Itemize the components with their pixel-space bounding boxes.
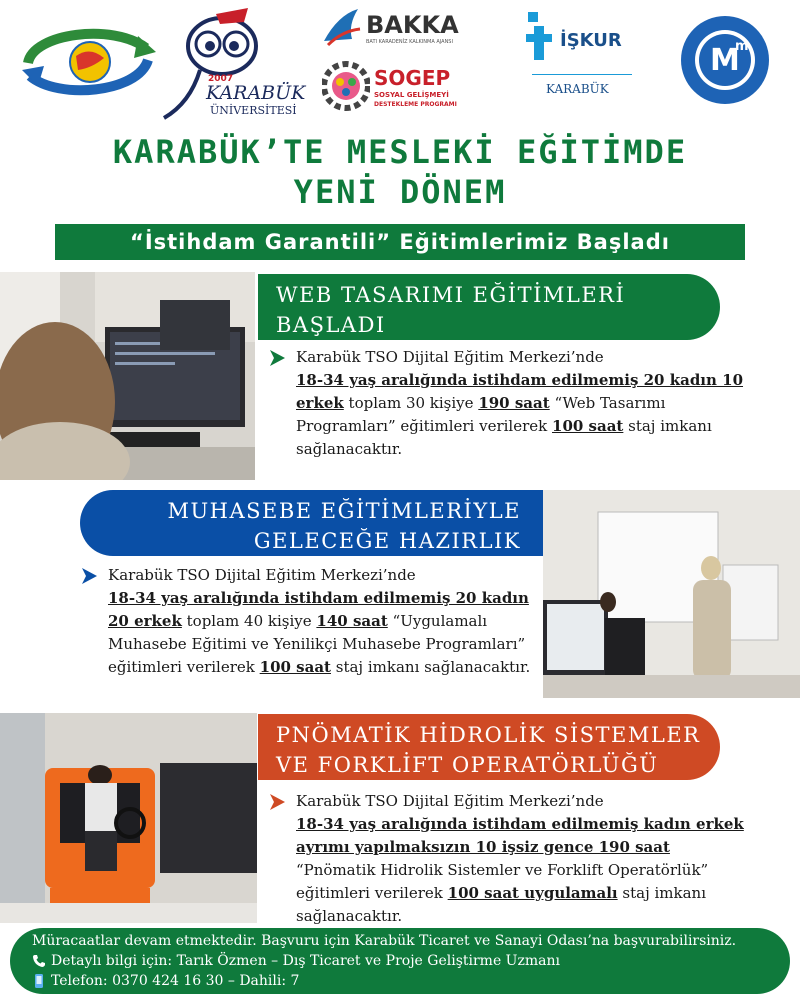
logo-bar	[0, 0, 800, 125]
mm-mark: M	[710, 43, 740, 78]
description-paragraph	[268, 346, 748, 461]
desc-highlight-1: 18-34 yaş aralığında istihdam edilmemiş kadın erkek ayrımı yapılmaksızın 10 işsiz gence 190 saat	[296, 815, 744, 856]
iskur-name: İŞKUR	[560, 30, 622, 51]
pneumatic-forklift-description	[268, 790, 758, 928]
desc-text-4: staj imkanı sağlanacaktır.	[331, 658, 531, 676]
phone-icon	[32, 954, 46, 968]
karabuk-tso-logo	[18, 18, 158, 103]
banner-line-2: GELECEĞE HAZIRLIK	[253, 529, 521, 553]
mobile-phone-icon	[32, 974, 46, 988]
desc-text-2: toplam 30 kişiye	[343, 394, 479, 412]
mm-chamber-logo	[680, 15, 770, 105]
desc-text-3: “Web Tasarımı Programları” eğitimleri verilerek	[296, 394, 666, 435]
sogep-logo	[322, 58, 482, 116]
university-name: KARABÜK	[206, 82, 306, 104]
iskur-city: KARABÜK	[546, 82, 609, 96]
photo-illustration	[543, 490, 800, 698]
photo-illustration	[0, 272, 255, 480]
desc-highlight-1: 18-34 yaş aralığında istihdam edilmemiş 20 kadın 20 erkek	[108, 589, 529, 630]
desc-highlight-2: 190 saat	[478, 394, 550, 412]
sogep-sub2: DESTEKLEME PROGRAMI	[374, 101, 457, 108]
description-paragraph	[80, 564, 535, 679]
arrow-right-icon	[268, 349, 286, 367]
main-title	[0, 132, 800, 212]
footer-contact-line	[32, 951, 768, 971]
contact-person: Detaylı bilgi için: Tarık Özmen – Dış Ticaret ve Proje Geliştirme Uzmanı	[51, 953, 560, 969]
photo-illustration	[0, 713, 257, 923]
banner-line-2: BAŞLADI	[276, 313, 386, 337]
web-design-description	[268, 346, 748, 461]
accounting-class-photo	[543, 490, 800, 698]
title-line-1: KARABÜK’TE MESLEKİ EĞİTİMDE	[112, 133, 688, 171]
desc-text-2: “Pnömatik Hidrolik Sistemler ve Forklift Operatörlük” eğitimleri verilerek	[296, 861, 709, 902]
description-paragraph	[268, 790, 758, 928]
banner-line-1: WEB TASARIMI EĞİTİMLERİ	[276, 283, 626, 307]
desc-intro: Karabük TSO Dijital Eğitim Merkezi’nde	[108, 566, 416, 584]
banner-line-1: PNÖMATİK HİDROLİK SİSTEMLER	[276, 723, 701, 747]
banner-line-2: VE FORKLİFT OPERATÖRLÜĞÜ	[276, 753, 659, 777]
karabuk-university-logo	[160, 8, 310, 120]
web-design-class-photo	[0, 272, 255, 480]
desc-text-2: toplam 40 kişiye	[181, 612, 317, 630]
arrow-right-icon	[268, 793, 286, 811]
desc-highlight-2: 100 saat uygulamalı	[447, 884, 618, 902]
contact-footer	[10, 928, 790, 994]
desc-text-3: “Uygulamalı Muhasebe Eğitimi ve Yenilikçi Muhasebe Programları” eğitimleri verilerek	[108, 612, 526, 676]
arrow-right-icon	[80, 567, 98, 585]
phone-number: Telefon: 0370 424 16 30 – Dahili: 7	[51, 973, 300, 989]
bakka-name: BAKKA	[366, 11, 459, 39]
sogep-sub1: SOSYAL GELİŞMEYİ	[374, 91, 449, 99]
gear-icon	[322, 60, 370, 112]
accounting-description	[80, 564, 535, 679]
desc-text-4: staj imkanı sağlanacaktır.	[296, 417, 712, 458]
sogep-name: SOGEP	[374, 66, 451, 90]
university-year: 2007	[208, 74, 234, 84]
banner-accounting	[80, 490, 543, 556]
iskur-logo	[522, 12, 642, 102]
bakka-sub: BATI KARADENİZ KALKINMA AJANSI	[366, 39, 453, 45]
banner-web-design	[258, 274, 720, 340]
desc-highlight-1: 18-34 yaş aralığında istihdam edilmemiş 20 kadın 10 erkek	[296, 371, 744, 412]
bakka-logo	[322, 5, 482, 53]
university-sub: ÜNİVERSİTESİ	[210, 104, 297, 117]
iskur-mark-icon	[526, 12, 554, 62]
banner-line-1: MUHASEBE EĞİTİMLERİYLE	[167, 499, 521, 523]
title-line-2: YENİ DÖNEM	[293, 173, 507, 211]
desc-highlight-3: 100 saat	[552, 417, 624, 435]
desc-intro: Karabük TSO Dijital Eğitim Merkezi’nde	[296, 348, 604, 366]
application-text: Müracaatlar devam etmektedir. Başvuru için Karabük Ticaret ve Sanayi Odası’na başvurabilirsiniz.	[32, 933, 737, 949]
desc-highlight-2: 140 saat	[316, 612, 388, 630]
banner-pneumatic-forklift	[258, 714, 720, 780]
desc-intro: Karabük TSO Dijital Eğitim Merkezi’nde	[296, 792, 604, 810]
bird-icon	[322, 5, 362, 49]
desc-highlight-3: 100 saat	[259, 658, 331, 676]
subtitle-bar: “İstihdam Garantili” Eğitimlerimiz Başladı	[55, 224, 745, 260]
desc-text-3: staj imkanı sağlanacaktır.	[296, 884, 707, 925]
forklift-simulator-photo	[0, 713, 257, 923]
mm-sup: m	[735, 39, 749, 54]
footer-application-line	[32, 931, 768, 951]
footer-phone-line	[32, 971, 768, 991]
